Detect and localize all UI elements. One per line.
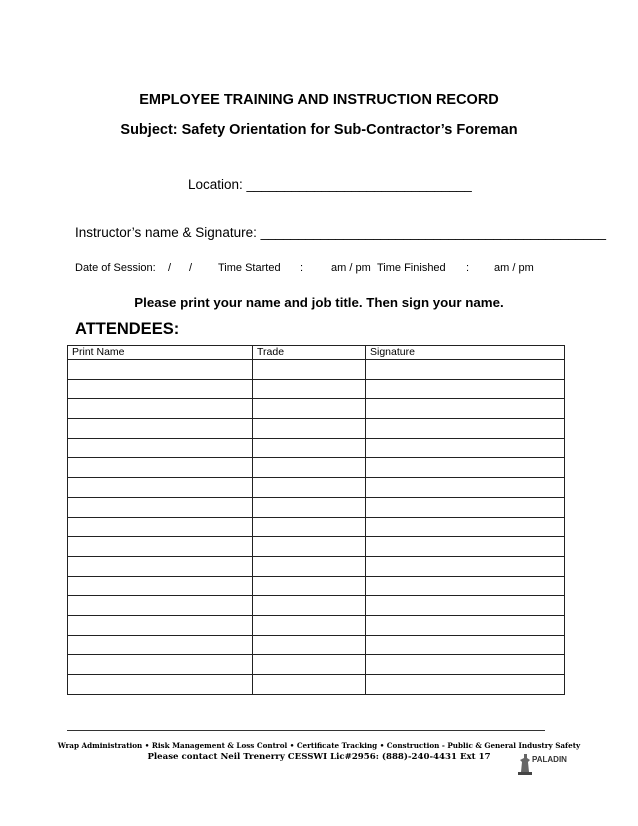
signature-cell[interactable]: [366, 556, 565, 576]
trade-cell[interactable]: [253, 517, 366, 537]
instructor-field: Instructor’s name & Signature: ______________________________________________: [75, 225, 606, 240]
column-header-signature: Signature: [366, 346, 565, 360]
trade-cell[interactable]: [253, 615, 366, 635]
table-row: [68, 635, 565, 655]
trade-cell[interactable]: [253, 478, 366, 498]
trade-cell[interactable]: [253, 556, 366, 576]
footer-divider: [67, 730, 545, 731]
trade-cell[interactable]: [253, 576, 366, 596]
signature-cell[interactable]: [366, 655, 565, 675]
signature-cell[interactable]: [366, 458, 565, 478]
print-name-cell[interactable]: [68, 497, 253, 517]
table-header-row: [68, 346, 565, 360]
footer-services: Wrap Administration • Risk Management & Loss Control • Certificate Tracking • Construction - Public & General Industry Safety: [57, 741, 581, 750]
table-row: [68, 675, 565, 695]
time-colon: :: [300, 262, 304, 274]
print-name-cell[interactable]: [68, 596, 253, 616]
signature-cell[interactable]: [366, 419, 565, 439]
print-name-cell[interactable]: [68, 458, 253, 478]
table-row: [68, 419, 565, 439]
trade-cell[interactable]: [253, 438, 366, 458]
trade-cell[interactable]: [253, 596, 366, 616]
date-slash: /: [189, 262, 193, 274]
date-of-session-label: Date of Session:: [75, 262, 156, 274]
print-name-cell[interactable]: [68, 537, 253, 557]
trade-cell[interactable]: [253, 497, 366, 517]
footer-contact: Please contact Neil Trenerry CESSWI Lic#2956: (888)-240-4431 Ext 17: [147, 752, 491, 762]
print-name-cell[interactable]: [68, 655, 253, 675]
signature-cell[interactable]: [366, 478, 565, 498]
column-header-trade: Trade: [253, 346, 366, 360]
signature-cell[interactable]: [366, 497, 565, 517]
trade-cell[interactable]: [253, 419, 366, 439]
print-name-cell[interactable]: [68, 478, 253, 498]
table-row: [68, 399, 565, 419]
signature-cell[interactable]: [366, 615, 565, 635]
page-title: EMPLOYEE TRAINING AND INSTRUCTION RECORD: [139, 92, 499, 108]
table-row: [68, 478, 565, 498]
print-name-cell[interactable]: [68, 517, 253, 537]
table-row: [68, 517, 565, 537]
print-name-cell[interactable]: [68, 635, 253, 655]
print-name-cell[interactable]: [68, 576, 253, 596]
time-finished-label: Time Finished: [377, 262, 446, 274]
signature-cell[interactable]: [366, 576, 565, 596]
print-name-cell[interactable]: [68, 438, 253, 458]
table-row: [68, 655, 565, 675]
instruction-text: Please print your name and job title. Then sign your name.: [134, 295, 504, 310]
table-row: [68, 576, 565, 596]
trade-cell[interactable]: [253, 655, 366, 675]
page-subject: Subject: Safety Orientation for Sub-Contractor’s Foreman: [120, 122, 518, 138]
table-row: [68, 458, 565, 478]
print-name-cell[interactable]: [68, 556, 253, 576]
trade-cell[interactable]: [253, 360, 366, 380]
am-pm-label: am / pm: [494, 262, 534, 274]
print-name-cell[interactable]: [68, 379, 253, 399]
attendees-table: [67, 345, 565, 695]
paladin-logo-icon: [518, 752, 532, 776]
trade-cell[interactable]: [253, 675, 366, 695]
trade-cell[interactable]: [253, 399, 366, 419]
table-row: [68, 537, 565, 557]
table-row: [68, 615, 565, 635]
signature-cell[interactable]: [366, 537, 565, 557]
table-row: [68, 438, 565, 458]
print-name-cell[interactable]: [68, 675, 253, 695]
signature-cell[interactable]: [366, 517, 565, 537]
signature-cell[interactable]: [366, 399, 565, 419]
print-name-cell[interactable]: [68, 419, 253, 439]
attendees-heading: ATTENDEES:: [75, 320, 180, 338]
signature-cell[interactable]: [366, 635, 565, 655]
signature-cell[interactable]: [366, 596, 565, 616]
signature-cell[interactable]: [366, 379, 565, 399]
paladin-logo-text: PALADIN: [532, 755, 567, 764]
am-pm-label: am / pm: [331, 262, 371, 274]
signature-cell[interactable]: [366, 438, 565, 458]
table-row: [68, 360, 565, 380]
print-name-cell[interactable]: [68, 615, 253, 635]
paladin-logo: [518, 752, 566, 776]
time-colon: :: [466, 262, 470, 274]
table-row: [68, 497, 565, 517]
print-name-cell[interactable]: [68, 399, 253, 419]
date-slash: /: [168, 262, 172, 274]
table-row: [68, 596, 565, 616]
trade-cell[interactable]: [253, 635, 366, 655]
signature-cell[interactable]: [366, 360, 565, 380]
time-started-label: Time Started: [218, 262, 281, 274]
print-name-cell[interactable]: [68, 360, 253, 380]
signature-cell[interactable]: [366, 675, 565, 695]
table-row: [68, 556, 565, 576]
table-row: [68, 379, 565, 399]
location-field: Location: ______________________________: [188, 177, 472, 192]
column-header-print-name: Print Name: [68, 346, 253, 360]
trade-cell[interactable]: [253, 458, 366, 478]
trade-cell[interactable]: [253, 537, 366, 557]
trade-cell[interactable]: [253, 379, 366, 399]
